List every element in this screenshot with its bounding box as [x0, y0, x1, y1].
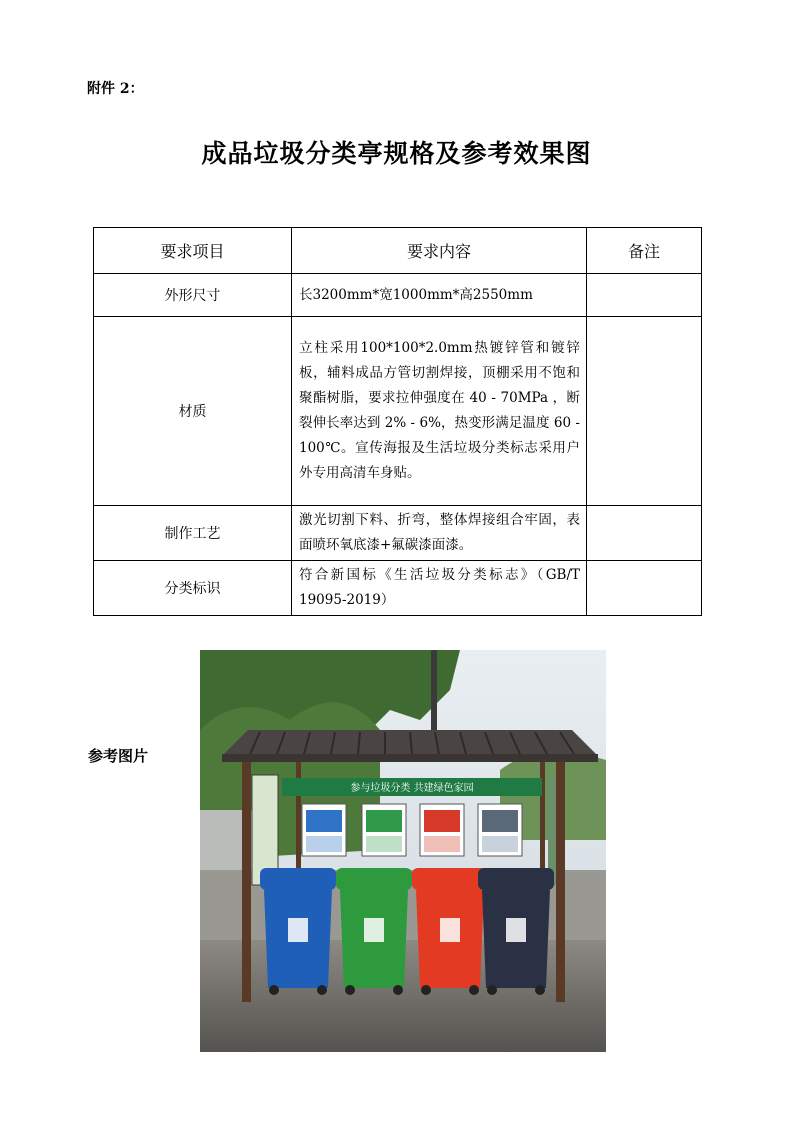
header-note: 备注 [587, 228, 702, 274]
reference-photo [200, 650, 606, 1052]
row-note [587, 274, 702, 317]
row-item: 分类标识 [94, 561, 292, 616]
table-row [94, 506, 702, 561]
header-item: 要求项目 [94, 228, 292, 274]
table-row [94, 317, 702, 506]
document-title: 成品垃圾分类亭规格及参考效果图 [201, 139, 592, 168]
row-item: 材质 [94, 317, 292, 506]
banner-text: 参与垃圾分类 共建绿色家园 [350, 783, 474, 794]
row-item: 外形尺寸 [94, 274, 292, 317]
row-note [587, 506, 702, 561]
trash-bin [336, 868, 412, 995]
trash-bin [260, 868, 336, 995]
row-content: 长3200mm*宽1000mm*高2550mm [292, 274, 587, 317]
row-item: 制作工艺 [94, 506, 292, 561]
trash-bin [478, 868, 554, 995]
row-note [587, 561, 702, 616]
row-content: 立柱采用100*100*2.0mm热镀锌管和镀锌板，辅料成品方管切割焊接，顶棚采用不饱和聚酯树脂，要求拉伸强度在 40 - 70MPa ，断裂伸长率达到 2% - 6%，热变形满足温度 60 - 100℃。宣传海报及生活垃圾分类标志采用户外专用高清车身贴。 [292, 317, 587, 506]
trash-bin [412, 868, 488, 995]
table-row [94, 274, 702, 317]
header-content: 要求内容 [292, 228, 587, 274]
table-header-row [94, 228, 702, 274]
reference-image-label: 参考图片 [88, 747, 149, 765]
spec-table [93, 227, 702, 616]
row-note [587, 317, 702, 506]
row-content: 激光切割下料、折弯，整体焊接组合牢固，表面喷环氧底漆+氟碳漆面漆。 [292, 506, 587, 561]
table-row [94, 561, 702, 616]
attachment-label: 附件 2： [87, 81, 144, 97]
row-content: 符合新国标《生活垃圾分类标志》（GB/T 19095-2019） [292, 561, 587, 616]
